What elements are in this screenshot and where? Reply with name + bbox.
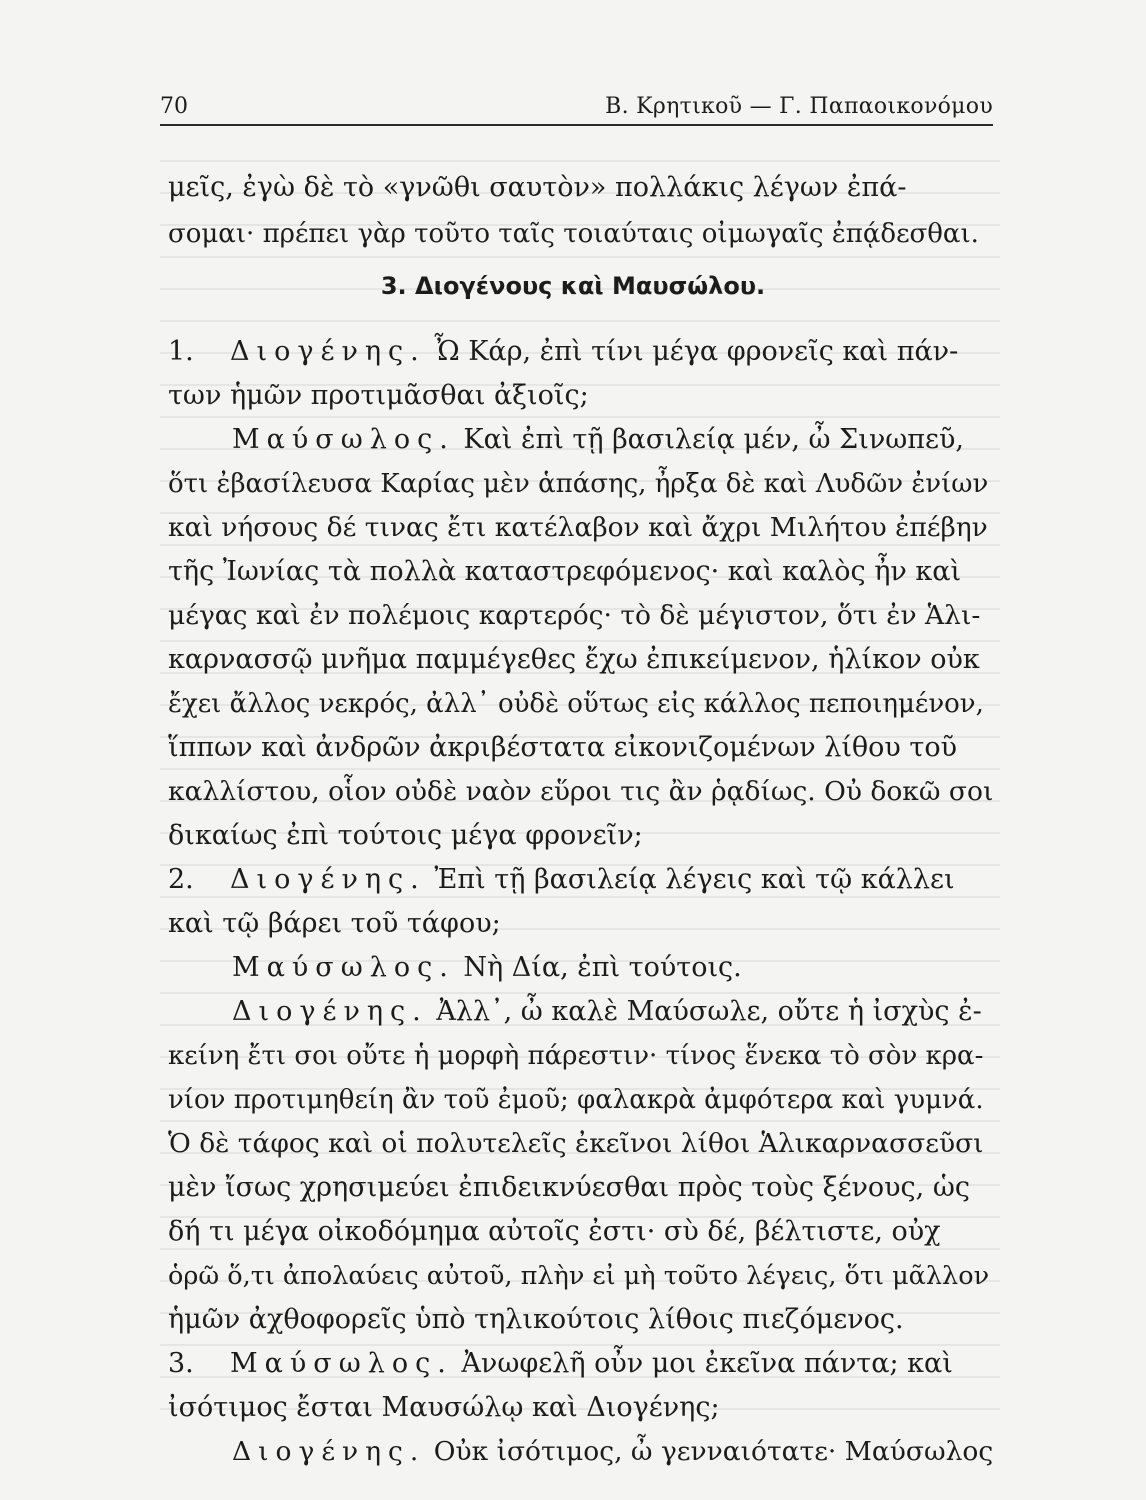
text-line: τῆς Ἰωνίας τὰ πολλὰ καταστρεφόμενος· καὶ καλὸς ἦν καὶ	[168, 556, 962, 587]
page-number: 70	[160, 94, 188, 119]
text-line: καρνασσῷ μνῆμα παμμέγεθες ἔχω ἐπικείμενον, ἡλίκον οὐκ	[168, 644, 980, 675]
text-line: ἰσότιμος ἔσται Μαυσώλῳ καὶ Διογένης;	[168, 1392, 720, 1423]
dialogue-number: 2.	[168, 864, 194, 895]
text-line: Μαύσωλος. Καὶ ἐπὶ τῇ βασιλείᾳ μέν, ὦ Σινωπεῦ,	[232, 424, 964, 455]
text-line: Διογένης. Οὐκ ἰσότιμος, ὦ γενναιότατε· Μαύσωλος	[232, 1436, 994, 1467]
text-line: καὶ νήσους δέ τινας ἔτι κατέλαβον καὶ ἄχρι Μιλήτου ἐπέβην	[168, 512, 988, 543]
text-line: 1. Διογένης. Ὦ Κάρ, ἐπὶ τίνι μέγα φρονεῖς καὶ πάν-	[168, 334, 994, 370]
speaker-name: Διογένης.	[232, 1436, 426, 1467]
speaker-name: Μαύσωλος.	[232, 424, 455, 455]
text-line: καλλίστου, οἷον οὐδὲ ναὸν εὕροι τις ἂν ῥᾳδίως. Οὐ δοκῶ σοι	[168, 776, 994, 807]
text-line: μὲν ἴσως χρησιμεύει ἐπιδεικνύεσθαι πρὸς τοὺς ξένους, ὡς	[168, 1172, 970, 1203]
text-line: των ἡμῶν προτιμᾶσθαι ἀξιοῖς;	[168, 380, 589, 411]
text-line: Ὁ δὲ τάφος καὶ οἱ πολυτελεῖς ἐκεῖνοι λίθοι Ἁλικαρνασσεῦσι	[168, 1128, 984, 1159]
running-title: Β. Κρητικοῦ — Γ. Παπαοικονόμου	[605, 94, 993, 119]
text-line: Διογένης. Ἀλλ᾽, ὦ καλὲ Μαύσωλε, οὔτε ἡ ἰσχὺς ἐ-	[232, 996, 982, 1027]
text-line: ἵππων καὶ ἀνδρῶν ἀκριβέστατα εἰκονιζομένων λίθου τοῦ	[168, 732, 958, 763]
text-line: ἔχει ἄλλος νεκρός, ἀλλ᾽ οὐδὲ οὕτως εἰς κάλλος πεποιημένον,	[168, 689, 984, 719]
text-line: μέγας καὶ ἐν πολέμοις καρτερός· τὸ δὲ μέγιστον, ὅτι ἐν Ἁλι-	[168, 600, 981, 631]
text-line: ἡμῶν ἀχθοφορεῖς ὑπὸ τηλικούτοις λίθοις πιεζόμενος.	[168, 1304, 904, 1335]
text-line: δή τι μέγα οἰκοδόμημα αὐτοῖς ἐστι· σὺ δέ, βέλτιστε, οὐχ	[168, 1216, 941, 1247]
section-heading: 3. Διογένους καὶ Μαυσώλου.	[380, 272, 766, 300]
text-line: 3. Μαύσωλος. Ἀνωφελῆ οὖν μοι ἐκεῖνα πάντα; καὶ	[168, 1346, 994, 1382]
text-line: ὁρῶ ὅ,τι ἀπολαύεις αὐτοῦ, πλὴν εἰ μὴ τοῦτο λέγεις, ὅτι μᾶλλον	[168, 1261, 990, 1291]
text-line: ὅτι ἐβασίλευσα Καρίας μὲν ἁπάσης, ἦρξα δὲ καὶ Λυδῶν ἐνίων	[168, 469, 989, 499]
speaker-name: Μαύσωλος.	[232, 952, 455, 983]
speaker-name: Διογένης.	[230, 864, 426, 895]
text-line: 2. Διογένης. Ἐπὶ τῇ βασιλείᾳ λέγεις καὶ τῷ κάλλει	[168, 862, 994, 898]
text-line: κείνη ἔτι σοι οὔτε ἡ μορφὴ πάρεστιν· τίνος ἕνεκα τὸ σὸν κρα-	[168, 1041, 984, 1071]
speaker-name: Διογένης.	[230, 336, 426, 367]
running-header	[160, 94, 993, 126]
text-line: δικαίως ἐπὶ τούτοις μέγα φρονεῖν;	[168, 820, 643, 851]
text-line: Μαύσωλος. Νὴ Δία, ἐπὶ τούτοις.	[232, 952, 742, 983]
text-line: καὶ τῷ βάρει τοῦ τάφου;	[168, 908, 501, 939]
dialogue-number: 3.	[168, 1348, 194, 1379]
dialogue-number: 1.	[168, 336, 194, 367]
text-line: μεῖς, ἐγὼ δὲ τὸ «γνῶθι σαυτὸν» πολλάκις λέγων ἐπά-	[168, 172, 907, 203]
text-line: νίον προτιμηθείη ἂν τοῦ ἐμοῦ; φαλακρὰ ἀμφότερα καὶ γυμνά.	[168, 1085, 984, 1115]
text-line: σομαι· πρέπει γὰρ τοῦτο ταῖς τοιαύταις οἰμωγαῖς ἐπᾴδεσθαι.	[168, 219, 979, 249]
speaker-name: Μαύσωλος.	[230, 1348, 453, 1379]
speaker-name: Διογένης.	[232, 996, 428, 1027]
